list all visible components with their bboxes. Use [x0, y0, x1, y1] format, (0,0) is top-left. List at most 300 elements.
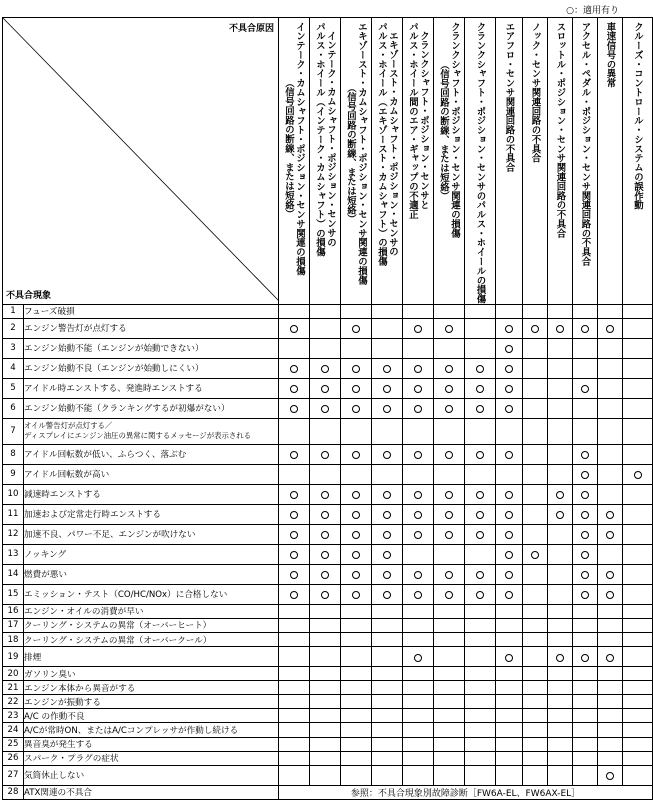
mark-cell [623, 318, 653, 338]
mark-cell [598, 584, 623, 604]
row-number: 9 [3, 464, 24, 484]
phenomenon-text: エミッション・テスト（CO/HC/NOx）に合格しない [24, 584, 279, 604]
mark-cell [403, 544, 434, 564]
applicable-mark [606, 325, 614, 333]
row-number: 8 [3, 444, 24, 464]
mark-cell [279, 378, 310, 398]
mark-cell [496, 304, 523, 318]
mark-cell [403, 604, 434, 618]
mark-cell [341, 564, 372, 584]
mark-cell [496, 584, 523, 604]
mark-cell [573, 378, 598, 398]
mark-cell [623, 504, 653, 524]
mark-cell [434, 524, 465, 544]
table-row [3, 564, 653, 584]
table-row [3, 584, 653, 604]
mark-cell [623, 723, 653, 737]
mark-cell [523, 524, 548, 544]
mark-cell [573, 484, 598, 504]
cause-label-text: ノック・センサ関連回路の不具合 [529, 22, 541, 163]
mark-cell [598, 751, 623, 765]
mark-cell [465, 632, 496, 646]
applicable-mark [445, 511, 453, 519]
mark-cell [623, 709, 653, 723]
mark-cell [623, 544, 653, 564]
mark-cell [548, 318, 573, 338]
applicable-mark [476, 405, 484, 413]
mark-cell [341, 647, 372, 667]
mark-cell [573, 618, 598, 632]
mark-cell [403, 723, 434, 737]
mark-cell [523, 618, 548, 632]
mark-cell [598, 681, 623, 695]
mark-cell [310, 464, 341, 484]
mark-cell [573, 723, 598, 737]
mark-cell [496, 544, 523, 564]
mark-cell [403, 378, 434, 398]
applicable-mark [352, 531, 360, 539]
mark-cell [434, 632, 465, 646]
mark-cell [623, 632, 653, 646]
applicable-mark [383, 491, 391, 499]
mark-cell [403, 318, 434, 338]
applicable-mark [476, 531, 484, 539]
applicable-mark [321, 385, 329, 393]
mark-cell [341, 444, 372, 464]
row-number: 2 [3, 318, 24, 338]
applicable-mark [414, 325, 422, 333]
applicable-mark [606, 654, 614, 662]
phenomenon-text: エンジン警告灯が点灯する [24, 318, 279, 338]
applicable-mark [476, 511, 484, 519]
mark-cell [598, 737, 623, 751]
mark-cell [310, 632, 341, 646]
mark-cell [465, 504, 496, 524]
table-row [3, 318, 653, 338]
mark-cell [523, 667, 548, 681]
mark-cell [548, 464, 573, 484]
header-row [3, 18, 653, 305]
table-row [3, 647, 653, 667]
applicable-mark [531, 325, 539, 333]
applicable-mark [352, 365, 360, 373]
mark-cell [496, 504, 523, 524]
applicable-mark [581, 654, 589, 662]
mark-cell [434, 584, 465, 604]
mark-cell [434, 647, 465, 667]
corner-diagonal [3, 18, 279, 301]
applicable-mark [383, 531, 391, 539]
reference-note: 参照：不具合現象別故障診断［FW6A-EL、FW6AX-EL］ [279, 785, 653, 799]
cause-header-7 [465, 18, 496, 305]
mark-cell [403, 618, 434, 632]
mark-cell [496, 695, 523, 709]
cause-label-text: クランクシャフト・ポジション・センサのパルス・ホイールの損傷 [474, 22, 486, 304]
mark-cell [341, 464, 372, 484]
applicable-mark [505, 591, 513, 599]
mark-cell [403, 681, 434, 695]
mark-cell [523, 723, 548, 737]
applicable-mark [445, 365, 453, 373]
applicable-mark [321, 365, 329, 373]
applicable-mark [445, 325, 453, 333]
applicable-mark [556, 654, 564, 662]
mark-cell [523, 647, 548, 667]
mark-cell [598, 398, 623, 418]
row-number: 17 [3, 618, 24, 632]
mark-cell [341, 667, 372, 681]
mark-cell [573, 464, 598, 484]
mark-cell [434, 338, 465, 358]
applicable-mark [505, 571, 513, 579]
applicable-mark [505, 551, 513, 559]
mark-cell [548, 358, 573, 378]
mark-cell [523, 318, 548, 338]
applicable-mark [352, 325, 360, 333]
phenomenon-text: エンジン始動不能（エンジンが始動できない） [24, 338, 279, 358]
row-number: 26 [3, 751, 24, 765]
mark-cell [598, 444, 623, 464]
row-number: 5 [3, 378, 24, 398]
applicable-mark [414, 531, 422, 539]
mark-cell [598, 524, 623, 544]
applicable-mark [352, 591, 360, 599]
phenomenon-text: エンジンが振動する [24, 695, 279, 709]
row-number: 28 [3, 785, 24, 799]
mark-cell [465, 564, 496, 584]
mark-cell [623, 681, 653, 695]
mark-cell [372, 618, 403, 632]
row-number: 11 [3, 504, 24, 524]
mark-cell [523, 304, 548, 318]
mark-cell [623, 398, 653, 418]
applicable-mark [445, 571, 453, 579]
phenomenon-text: ノッキング [24, 544, 279, 564]
mark-cell [573, 444, 598, 464]
mark-cell [548, 695, 573, 709]
mark-cell [548, 584, 573, 604]
phenomenon-text: アイドル回転数が低い、ふらつく、落ぶむ [24, 444, 279, 464]
mark-cell [496, 564, 523, 584]
mark-cell [310, 318, 341, 338]
mark-cell [465, 484, 496, 504]
mark-cell [465, 618, 496, 632]
table-row [3, 723, 653, 737]
mark-cell [573, 504, 598, 524]
mark-cell [279, 564, 310, 584]
mark-cell [434, 358, 465, 378]
applicable-mark [445, 531, 453, 539]
cause-label-text: エキゾースト・カムシャフト・ポジション・センサ関連の損傷 （信号回路の断線、または短絡） [345, 22, 367, 285]
applicable-mark [321, 491, 329, 499]
mark-cell [623, 378, 653, 398]
applicable-mark [581, 491, 589, 499]
applicable-mark [414, 451, 422, 459]
row-number: 19 [3, 647, 24, 667]
mark-cell [548, 632, 573, 646]
mark-cell [279, 737, 310, 751]
applicable-mark [476, 571, 484, 579]
phenomenon-text: 燃費が悪い [24, 564, 279, 584]
applicable-mark [290, 325, 298, 333]
mark-cell [523, 681, 548, 695]
mark-cell [434, 504, 465, 524]
phenomenon-text: A/Cが常時ON、またはA/Cコンプレッサが作動し続ける [24, 723, 279, 737]
applicable-mark [383, 365, 391, 373]
mark-cell [573, 737, 598, 751]
mark-cell [403, 695, 434, 709]
applicable-mark [290, 591, 298, 599]
mark-cell [403, 632, 434, 646]
mark-cell [310, 358, 341, 378]
mark-cell [573, 544, 598, 564]
mark-cell [623, 647, 653, 667]
mark-cell [548, 418, 573, 444]
applicable-mark [476, 365, 484, 373]
row-number: 16 [3, 604, 24, 618]
cause-label-text: クランクシャフト・ポジション・センサ関連の損傷 （信号回路の断線、または短絡） [438, 22, 460, 238]
mark-cell [496, 632, 523, 646]
mark-cell [465, 338, 496, 358]
applicable-mark [414, 591, 422, 599]
applicable-mark [634, 471, 642, 479]
mark-cell [496, 667, 523, 681]
mark-cell [598, 618, 623, 632]
mark-cell [341, 398, 372, 418]
mark-cell [523, 765, 548, 785]
mark-cell [623, 338, 653, 358]
table-row [3, 604, 653, 618]
row-number: 6 [3, 398, 24, 418]
mark-cell [403, 444, 434, 464]
mark-cell [523, 484, 548, 504]
mark-cell [310, 544, 341, 564]
mark-cell [496, 358, 523, 378]
mark-cell [372, 695, 403, 709]
mark-cell [598, 723, 623, 737]
mark-cell [341, 709, 372, 723]
mark-cell [279, 723, 310, 737]
mark-cell [598, 632, 623, 646]
mark-cell [623, 464, 653, 484]
table-row [3, 524, 653, 544]
mark-cell [310, 584, 341, 604]
mark-cell [623, 418, 653, 444]
cause-header-8 [496, 18, 523, 305]
applicable-mark [290, 405, 298, 413]
mark-cell [573, 358, 598, 378]
mark-cell [598, 765, 623, 785]
mark-cell [372, 338, 403, 358]
mark-cell [372, 304, 403, 318]
row-number: 27 [3, 765, 24, 785]
mark-cell [279, 709, 310, 723]
mark-cell [372, 737, 403, 751]
mark-cell [496, 751, 523, 765]
row-number: 12 [3, 524, 24, 544]
row-number: 25 [3, 737, 24, 751]
mark-cell [623, 667, 653, 681]
mark-cell [434, 318, 465, 338]
mark-cell [523, 504, 548, 524]
applicable-mark [321, 405, 329, 413]
mark-cell [434, 618, 465, 632]
mark-cell [496, 398, 523, 418]
mark-cell [548, 444, 573, 464]
mark-cell [310, 695, 341, 709]
table-row [3, 785, 653, 799]
applicable-mark [581, 511, 589, 519]
phenomenon-text: 減速時エンストする [24, 484, 279, 504]
mark-cell [310, 378, 341, 398]
phenomenon-text: エンジン・オイルの消費が早い [24, 604, 279, 618]
mark-cell [598, 358, 623, 378]
cause-label-text: スロットル・ポジション・センサ関連回路の不具合 [554, 22, 566, 238]
mark-cell [279, 398, 310, 418]
mark-cell [548, 709, 573, 723]
applicable-mark [531, 551, 539, 559]
applicable-mark [352, 451, 360, 459]
applicable-mark [414, 385, 422, 393]
mark-cell [341, 695, 372, 709]
mark-cell [523, 444, 548, 464]
mark-cell [341, 737, 372, 751]
mark-cell [598, 647, 623, 667]
mark-cell [573, 418, 598, 444]
cause-label-text: エアフロ・センサ関連回路の不具合 [503, 22, 515, 173]
table-row [3, 751, 653, 765]
applicable-mark [581, 325, 589, 333]
mark-cell [523, 338, 548, 358]
mark-cell [598, 564, 623, 584]
mark-cell [372, 484, 403, 504]
mark-cell [341, 723, 372, 737]
mark-cell [310, 723, 341, 737]
mark-cell [465, 358, 496, 378]
mark-cell [465, 723, 496, 737]
mark-cell [310, 418, 341, 444]
mark-cell [279, 544, 310, 564]
row-number: 18 [3, 632, 24, 646]
cause-header-6 [434, 18, 465, 305]
table-row [3, 632, 653, 646]
mark-cell [341, 632, 372, 646]
mark-cell [403, 398, 434, 418]
mark-cell [548, 338, 573, 358]
mark-cell [465, 695, 496, 709]
mark-cell [523, 709, 548, 723]
mark-cell [573, 398, 598, 418]
table-row [3, 695, 653, 709]
mark-cell [573, 667, 598, 681]
mark-cell [573, 604, 598, 618]
applicable-mark [505, 325, 513, 333]
mark-cell [434, 695, 465, 709]
cause-label-text: 車速信号の異常 [604, 22, 616, 88]
mark-cell [548, 304, 573, 318]
applicable-mark [556, 325, 564, 333]
applicable-mark [581, 531, 589, 539]
row-number: 20 [3, 667, 24, 681]
phenomenon-text: 加速および定常走行時エンストする [24, 504, 279, 524]
mark-cell [341, 618, 372, 632]
mark-cell [548, 544, 573, 564]
mark-cell [523, 398, 548, 418]
mark-cell [341, 604, 372, 618]
cause-label-text: インテーク・カムシャフト・ポジション・センサ関連の損傷 （信号回路の断線、または短絡） [283, 22, 305, 276]
mark-cell [279, 524, 310, 544]
mark-cell [403, 338, 434, 358]
mark-cell [279, 667, 310, 681]
mark-cell [465, 709, 496, 723]
mark-cell [623, 604, 653, 618]
applicable-mark [321, 591, 329, 599]
mark-cell [523, 604, 548, 618]
mark-cell [279, 338, 310, 358]
mark-cell [279, 318, 310, 338]
row-number: 24 [3, 723, 24, 737]
mark-cell [341, 304, 372, 318]
row-number: 4 [3, 358, 24, 378]
phenomenon-text: クーリング・システムの異常（オーバーヒート） [24, 618, 279, 632]
mark-cell [548, 504, 573, 524]
table-row [3, 504, 653, 524]
mark-cell [523, 584, 548, 604]
table-row [3, 418, 653, 444]
mark-cell [496, 618, 523, 632]
row-number: 10 [3, 484, 24, 504]
mark-cell [496, 765, 523, 785]
mark-cell [623, 765, 653, 785]
header-corner [3, 18, 279, 305]
mark-cell [523, 544, 548, 564]
mark-cell [341, 681, 372, 695]
cause-label-text: アクセル・ペダル・ポジション・センサ関連回路の不具合 [579, 22, 591, 267]
mark-cell [341, 418, 372, 444]
mark-cell [573, 765, 598, 785]
phenomenon-text: エンジン始動不能（クランキングするが初爆がない） [24, 398, 279, 418]
mark-cell [279, 765, 310, 785]
mark-cell [598, 544, 623, 564]
applicable-mark [476, 591, 484, 599]
row-number: 23 [3, 709, 24, 723]
phenomenon-text: 排煙 [24, 647, 279, 667]
mark-cell [372, 604, 403, 618]
applicable-mark [505, 365, 513, 373]
table-row [3, 709, 653, 723]
mark-cell [496, 647, 523, 667]
applicable-mark [414, 491, 422, 499]
mark-cell [548, 378, 573, 398]
applicable-mark [383, 405, 391, 413]
mark-cell [523, 378, 548, 398]
applicable-mark [606, 571, 614, 579]
phenomenon-text: フューズ破損 [24, 304, 279, 318]
applicable-mark [321, 551, 329, 559]
mark-cell [403, 358, 434, 378]
mark-cell [496, 418, 523, 444]
applicable-mark [383, 511, 391, 519]
mark-cell [623, 564, 653, 584]
mark-cell [279, 504, 310, 524]
mark-cell [573, 709, 598, 723]
mark-cell [548, 737, 573, 751]
mark-cell [598, 304, 623, 318]
mark-cell [341, 338, 372, 358]
mark-cell [496, 378, 523, 398]
diagnosis-matrix [2, 17, 653, 800]
phenomenon-text: ガソリン臭い [24, 667, 279, 681]
